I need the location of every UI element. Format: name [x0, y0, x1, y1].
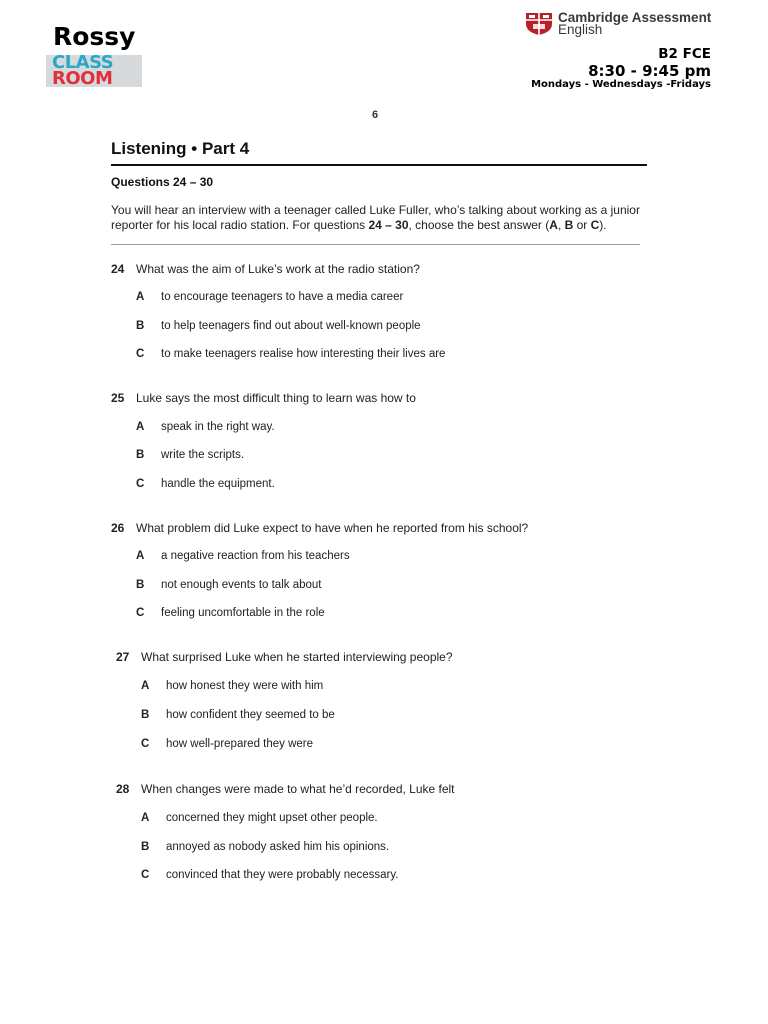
- logo-class-text: CLASS: [52, 52, 114, 73]
- question-number: 28: [116, 782, 130, 796]
- option-letter: A: [136, 550, 145, 562]
- option-text: speak in the right way.: [161, 421, 275, 433]
- option-letter: C: [136, 478, 145, 490]
- option-27-c[interactable]: [141, 738, 313, 750]
- option-text: to help teenagers find out about well-known people: [161, 320, 421, 332]
- option-26-a[interactable]: [136, 550, 350, 562]
- option-text: how honest they were with him: [166, 680, 324, 692]
- page-number: 6: [372, 109, 379, 121]
- question-26: [111, 521, 528, 535]
- option-letter: B: [136, 320, 145, 332]
- cambridge-shield-icon: [524, 12, 554, 36]
- instructions: You will hear an interview with a teenager called Luke Fuller, who’s talking about working as a junior reporter for his local radio station. For questions 24 – 30, choose the best answer (A, B or C).: [111, 203, 640, 232]
- question-number: 25: [111, 391, 125, 405]
- option-text: concerned they might upset other people.: [166, 812, 378, 824]
- class-time: 8:30 - 9:45 pm: [588, 62, 711, 80]
- question-text: When changes were made to what he’d recorded, Luke felt: [141, 782, 455, 796]
- option-28-c[interactable]: [141, 869, 398, 881]
- option-24-c[interactable]: [136, 348, 445, 360]
- question-27: [116, 650, 453, 664]
- option-25-a[interactable]: [136, 421, 275, 433]
- option-text: handle the equipment.: [161, 478, 275, 490]
- option-text: annoyed as nobody asked him his opinions.: [166, 841, 390, 853]
- option-28-a[interactable]: [141, 812, 378, 824]
- question-number: 26: [111, 521, 125, 535]
- section-title: Listening • Part 4: [111, 139, 250, 158]
- question-text: What surprised Luke when he started interviewing people?: [141, 650, 453, 664]
- class-days: Mondays - Wednesdays -Fridays: [531, 79, 711, 90]
- org-subname: English: [558, 22, 603, 37]
- questions-range: Questions 24 – 30: [111, 175, 214, 189]
- brand-name: Rossy: [53, 22, 136, 51]
- option-25-b[interactable]: [136, 449, 244, 461]
- option-letter: B: [141, 709, 150, 721]
- question-number: 24: [111, 262, 125, 276]
- option-letter: C: [141, 738, 150, 750]
- option-text: to encourage teenagers to have a media career: [161, 291, 404, 303]
- course-level: B2 FCE: [658, 46, 711, 62]
- option-25-c[interactable]: [136, 478, 275, 490]
- option-letter: A: [141, 812, 150, 824]
- logo-room-text: ROOM: [52, 68, 113, 89]
- option-26-c[interactable]: [136, 607, 325, 619]
- question-number: 27: [116, 650, 130, 664]
- option-27-a[interactable]: [141, 680, 323, 692]
- option-27-b[interactable]: [141, 709, 335, 721]
- option-text: convinced that they were probably necessary.: [166, 869, 399, 881]
- option-28-b[interactable]: [141, 841, 389, 853]
- option-letter: A: [136, 291, 145, 303]
- title-divider: [111, 164, 647, 166]
- option-text: how well-prepared they were: [166, 738, 314, 750]
- option-text: write the scripts.: [161, 449, 245, 461]
- option-text: not enough events to talk about: [161, 579, 322, 591]
- option-letter: C: [136, 348, 145, 360]
- option-letter: A: [136, 421, 145, 433]
- option-letter: C: [141, 869, 150, 881]
- instructions-divider: [111, 244, 640, 245]
- question-28: [116, 782, 455, 796]
- option-24-b[interactable]: [136, 320, 421, 332]
- question-text: What problem did Luke expect to have when he reported from his school?: [136, 521, 529, 535]
- question-text: What was the aim of Luke’s work at the radio station?: [136, 262, 420, 276]
- option-24-a[interactable]: [136, 291, 403, 303]
- option-text: how confident they seemed to be: [166, 709, 335, 721]
- question-text: Luke says the most difficult thing to learn was how to: [136, 391, 416, 405]
- option-text: to make teenagers realise how interesting their lives are: [161, 348, 446, 360]
- option-letter: B: [136, 579, 145, 591]
- question-24: [111, 262, 420, 276]
- option-letter: B: [136, 449, 145, 461]
- option-text: feeling uncomfortable in the role: [161, 607, 325, 619]
- org-name: Cambridge Assessment: [558, 10, 712, 25]
- option-letter: B: [141, 841, 150, 853]
- option-letter: C: [136, 607, 145, 619]
- question-25: [111, 391, 416, 405]
- option-26-b[interactable]: [136, 579, 321, 591]
- option-text: a negative reaction from his teachers: [161, 550, 350, 562]
- option-letter: A: [141, 680, 150, 692]
